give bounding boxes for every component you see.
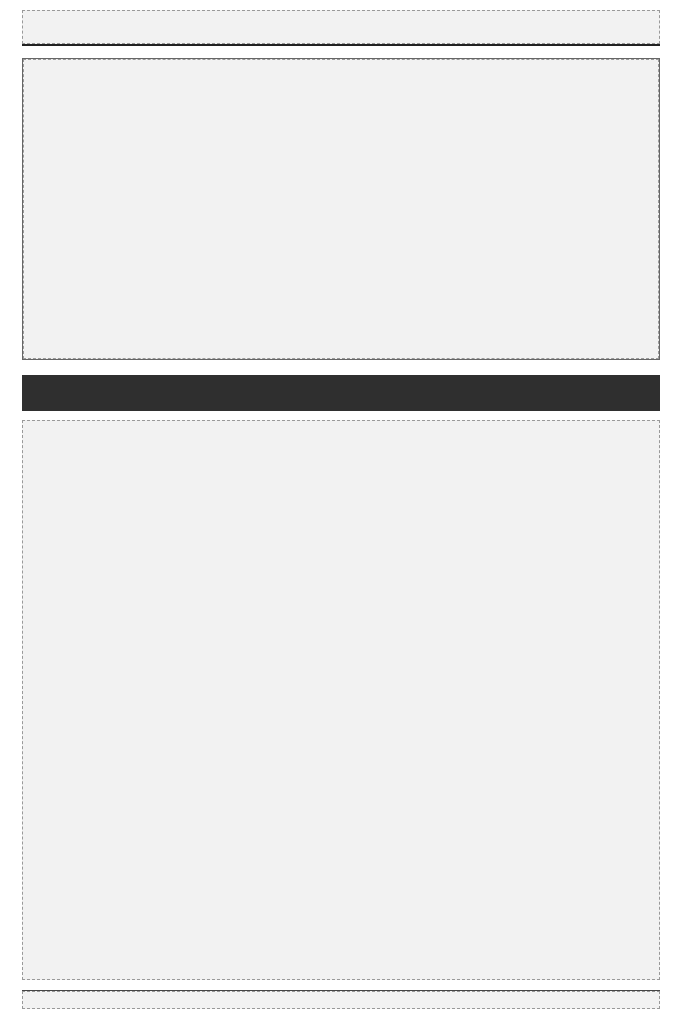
masthead-placeholder <box>22 10 660 44</box>
footer-placeholder <box>22 991 660 1009</box>
section-title-band <box>22 375 660 411</box>
feature-column-block <box>22 58 660 360</box>
report-body-placeholder <box>22 420 660 980</box>
feature-column-placeholder <box>23 59 659 359</box>
masthead-block <box>22 10 660 46</box>
report-body-block <box>22 420 660 980</box>
footer-block <box>22 990 660 1009</box>
